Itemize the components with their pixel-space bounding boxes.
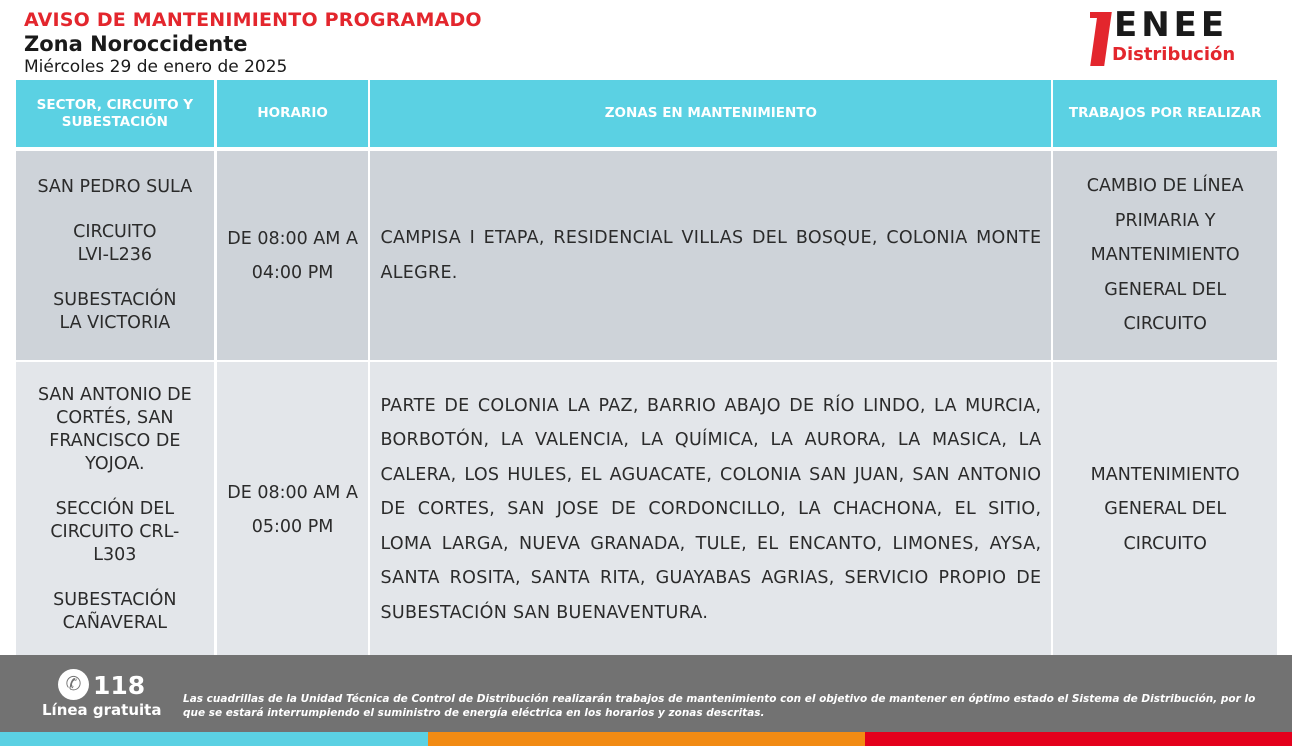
circuit-name: SECCIÓN DEL CIRCUITO CRL-L303 [50, 499, 180, 565]
maintenance-table [16, 80, 1277, 657]
zones-text: PARTE DE COLONIA LA PAZ, BARRIO ABAJO DE RÍO LINDO, LA MURCIA, BORBOTÓN, LA VALENCIA, LA QUÍMICA, LA AURORA, LA MASICA, LA CALERA, LOS HULES, EL AGUACATE, COLONIA SAN JUAN, SAN ANTONIO DE CORTES, SAN JOSE DE CORDONCILLO, LA CHACHONA, EL SITIO, LOMA LARGA, NUEVA GRANADA, TULE, EL ENCANTO, LIMONES, AYSA, SANTA ROSITA, SANTA RITA, GUAYABAS AGRIAS, SERVICIO PROPIO DE SUBESTACIÓN SAN BUENAVENTURA. [380, 395, 1042, 623]
logo-subtitle: Distribución [1112, 44, 1236, 65]
table-header-row [16, 80, 1277, 147]
zone-title: Zona Noroccidente [24, 32, 248, 56]
notice-title: AVISO DE MANTENIMIENTO PROGRAMADO [24, 9, 482, 31]
enee-logo [1090, 5, 1266, 68]
schedule-cell [217, 362, 369, 657]
zones-cell [370, 362, 1051, 657]
footer-bar [0, 655, 1292, 732]
notice-header [24, 8, 724, 78]
footer-note: Las cuadrillas de la Unidad Técnica de Control de Distribución realizarán trabajos de mantenimiento con el objetivo de mantener en óptimo estado el Sistema de Distribución, por lo que se estará interrumpiendo el suministro de energía eléctrica en los horarios y zonas descritas. [183, 693, 1256, 719]
sector-name: SAN PEDRO SULA [37, 177, 193, 197]
phone-label: Línea gratuita [42, 701, 162, 719]
phone-number: 118 [93, 671, 146, 700]
color-strip-cyan [0, 732, 428, 746]
column-header-schedule: HORARIO [217, 80, 369, 147]
schedule-text: DE 08:00 AM A 05:00 PM [227, 482, 358, 537]
schedule-cell [217, 151, 369, 360]
table-row [16, 362, 1277, 657]
works-text: CAMBIO DE LÍNEA PRIMARIA Y MANTENIMIENTO GENERAL DEL CIRCUITO [1086, 176, 1244, 335]
works-text: MANTENIMIENTO GENERAL DEL CIRCUITO [1090, 464, 1240, 554]
works-cell [1053, 151, 1277, 360]
color-strip-red [865, 732, 1292, 746]
zones-text: CAMPISA I ETAPA, RESIDENCIAL VILLAS DEL BOSQUE, COLONIA MONTE ALEGRE. [380, 228, 1042, 283]
logo-brand: ENEE [1114, 5, 1229, 45]
color-strip-orange [428, 732, 865, 746]
substation-name: SUBESTACIÓN CAÑAVERAL [53, 590, 177, 633]
column-header-sector: SECTOR, CIRCUITO Y SUBESTACIÓN [16, 80, 214, 147]
sector-name: SAN ANTONIO DE CORTÉS, SAN FRANCISCO DE YOJOA. [37, 385, 192, 474]
logo-mark-icon [1090, 12, 1108, 66]
column-header-works: TRABAJOS POR REALIZAR [1053, 80, 1277, 147]
zones-cell [370, 151, 1051, 360]
schedule-text: DE 08:00 AM A 04:00 PM [227, 228, 358, 283]
free-line-block [42, 667, 172, 723]
sector-cell [16, 151, 214, 360]
column-header-zones: ZONAS EN MANTENIMIENTO [370, 80, 1051, 147]
table-row [16, 151, 1277, 360]
notice-date: Miércoles 29 de enero de 2025 [24, 57, 288, 77]
sector-cell [16, 362, 214, 657]
substation-name: SUBESTACIÓN LA VICTORIA [53, 290, 177, 333]
circuit-name: CIRCUITO LVI-L236 [73, 222, 157, 265]
phone-icon: ✆ [58, 669, 89, 700]
works-cell [1053, 362, 1277, 657]
